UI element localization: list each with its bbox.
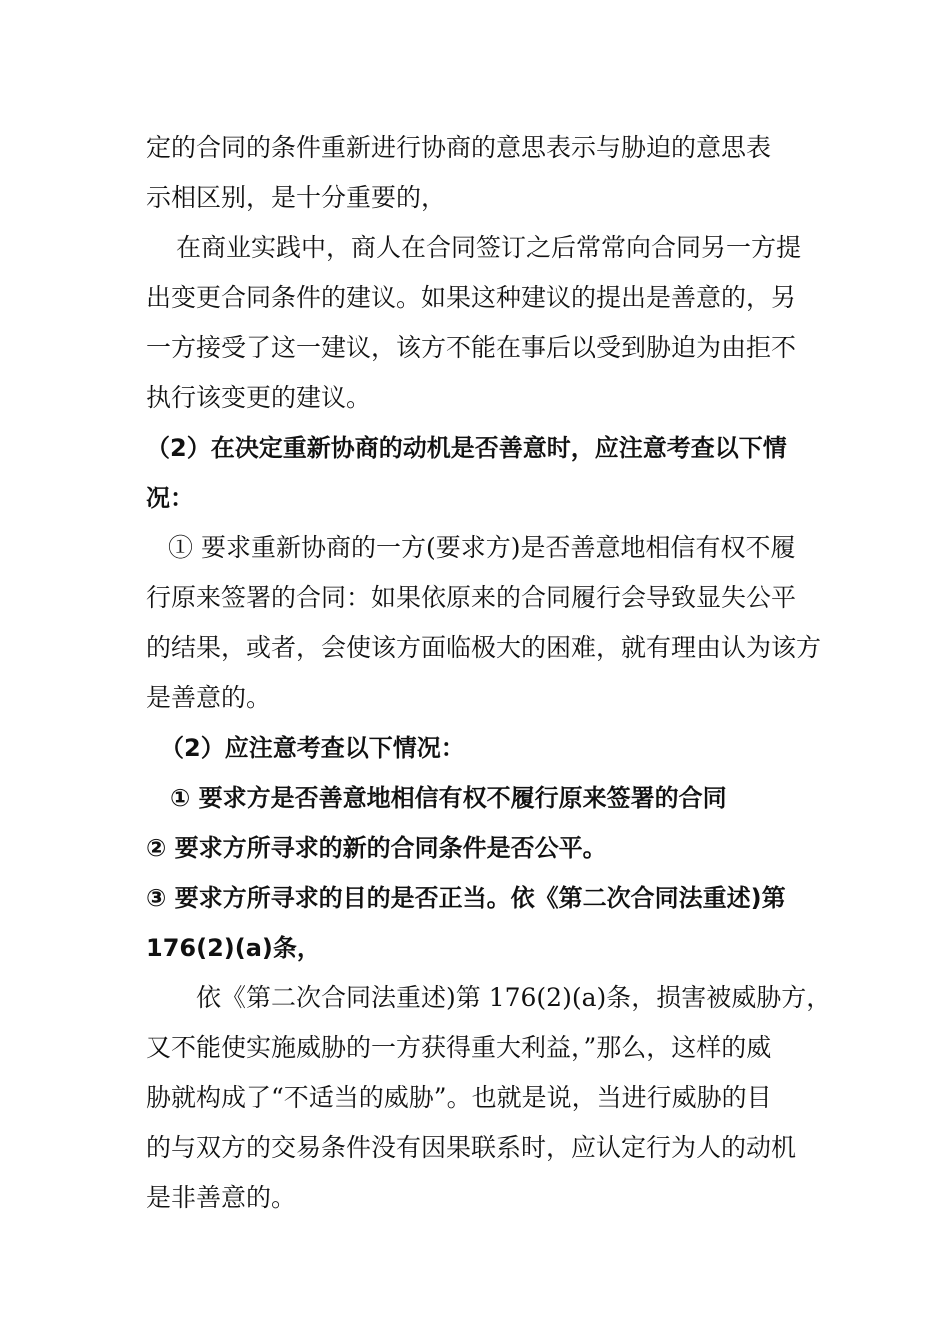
text-line: 的与双方的交易条件没有因果联系时，应认定行为人的动机	[146, 1133, 797, 1162]
bold-heading-line: （2）应注意考查以下情况：	[160, 734, 465, 762]
text-line: 出变更合同条件的建议。如果这种建议的提出是善意的，另	[146, 283, 797, 312]
bold-list-item: 176(2)(a)条，	[146, 934, 321, 962]
bold-list-item: ③ 要求方所寻求的目的是否正当。依《第二次合同法重述)第	[146, 884, 786, 912]
text-line: 行原来签署的合同：如果依原来的合同履行会导致显失公平	[146, 583, 797, 612]
text-line: 胁就构成了“不适当的威胁”。也就是说，当进行威胁的目	[146, 1083, 772, 1112]
text-line: 执行该变更的建议。	[146, 383, 372, 412]
bold-heading-line: 况：	[146, 484, 194, 512]
text-line: 示相区别，是十分重要的，	[146, 183, 447, 212]
text-line: 是非善意的。	[146, 1183, 297, 1212]
bold-list-item: ① 要求方是否善意地相信有权不履行原来签署的合同	[170, 784, 727, 812]
text-line: 在商业实践中，商人在合同签订之后常常向合同另一方提	[176, 233, 802, 262]
text-line: 一方接受了这一建议，该方不能在事后以受到胁迫为由拒不	[146, 333, 797, 362]
text-line: ① 要求重新协商的一方(要求方)是否善意地相信有权不履	[168, 533, 796, 562]
text-line: 的结果，或者，会使该方面临极大的困难，就有理由认为该方	[146, 633, 822, 662]
bold-list-item: ② 要求方所寻求的新的合同条件是否公平。	[146, 834, 607, 862]
text-line: 是善意的。	[146, 683, 272, 712]
bold-heading-line: （2）在决定重新协商的动机是否善意时，应注意考查以下情	[146, 434, 787, 462]
text-line: 依《第二次合同法重述)第 176(2)(a)条，损害被威胁方，	[196, 983, 832, 1012]
text-line: 定的合同的条件重新进行协商的意思表示与胁迫的意思表	[146, 133, 772, 162]
text-line: 又不能使实施威胁的一方获得重大利益，”那么，这样的威	[146, 1033, 772, 1062]
